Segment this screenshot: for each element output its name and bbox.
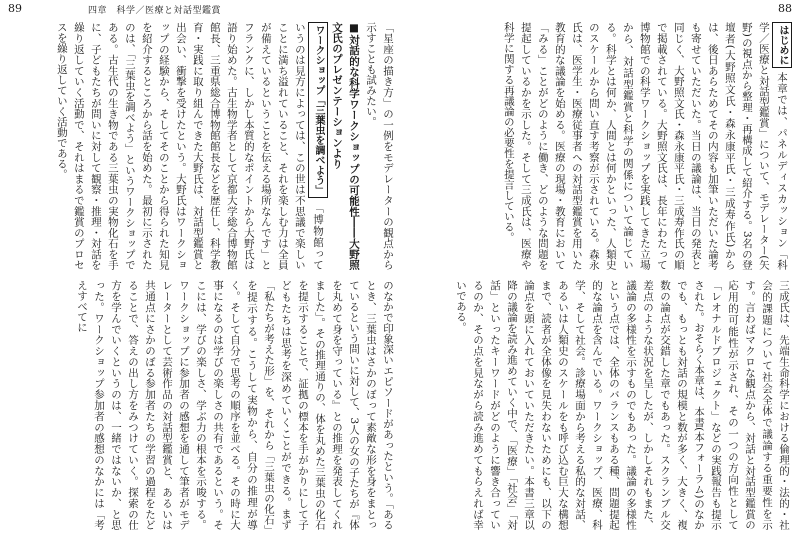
intro-heading: はじめに [772,22,792,68]
left-page-top [8,22,396,270]
left-page-bottom [8,280,396,530]
running-header: 四章 科学／医療と対話型鑑賞 [88,6,222,16]
right-page-bottom [412,280,792,530]
left-top-text: 「博物館っていうのは見方によっては、この世は不思議で楽しいことに満ち溢れていること、それを楽しむ力は全員が備えているということを伝える場所なんです」とフランクに、しかし本質的なポイントから大野氏は語り始めた。古生物学者として京都大学総合博物館館長、三重県総合博物館館長などを歴任し、科学教育・実践に取り組んできた大野氏は、対話型鑑賞と出会い、衝撃を受けたという。大野氏はワークショップの経験から、そしてそのことから得られた知見を紹介するところから話を始めた。最初に示されたのは、「三葉虫を調べよう」というワークショップである。古生代の生き物である三葉虫の実物化石を手に、子どもたちが問いに対して観察・推理・対話を繰り返していく活動で、それはまるで鑑賞のプロセスを繰り返していく活動である。 [55,22,324,270]
right-bottom-text: 三成氏は、先端生命科学における倫理的・法的・社会的課題について社会全体で議論する重要性を示す。言わばマクロな観点から、対話と対話型鑑賞の応用的可能性が示され、その一つの方向性として「レオナルドプロジェクト」などの実践報告も提示された。おそらく本章は、本書(本フォーラム)のなかでも、もっとも対話の規模と数が多く、大きく、複数の論点が交錯した章でもあった。スクランブル交差点のような状況を呈したが、しかしそれもまた、議論の多様性を示すものでもあった。議論の多様性という点では、全体のバランスもある種、問題提起的な論点を含んでいる。ワークショップ、医療、科学、そして社会。診療場面から考える私的な対話、あるいは人類史のスケールをも呼び込む巨大な構想まで、読者が全体像を見失わないためにも、以下の論点を頭に入れておいていただきたい。本書三章以降の議論を読み進めていく中で、「医療」「社会」「対話」といったキーワードがどのように響き合っているのか、その点を見ながら読み進めてもらえれば幸いである。 [455,280,790,530]
left-bottom-text: のなかで印象深いエピソードがあったという。「あるとき、三葉虫はさかのぼって素敵な形を身をまとっているという問いに対して、3人の女の子たちが『体を丸めて身を守っている』との推理を発表してくれました」。その推理通りの、体を丸めた三葉虫の化石を提示することで、証拠の標本を手がかりにして子どもたちは思考を深めていくことができる。まず「私たちが考えた形」を、それから「三葉虫の化石」を提示する。こうして実物から、自分の推理が導く。そして自分で思考の順序を並べる。その時に大事になるのは学びの楽しさの共有であるという。そこには、学びの楽しさ、学ぶ力の根本を示唆する。ワークショップに参加者の感想を通して筆者がモデレーターとして芸術作品の対話型鑑賞と、あるいは共通点にさかのぼる参加者たちの学習の過程をたどることで、答えの出し方をみつけていく。探索の仕方を学んでいくというのは、一緒ではないか、と思った。ワークショップ参加者の感想のなかには「考えすべてに [76,280,394,530]
right-page-top [412,22,792,270]
page-number-right: 88 [778,2,792,15]
right-page [412,22,792,534]
intro-text: 本章では、パネルディスカッション「科学／医療と対話型鑑賞」について、モデレーター(矢野)の視点から整理・再構成して紹介する。3名の登壇者(大野照文氏・森永康平氏・三成寿作氏)からは、後日あらためてその内容も加筆いただいた論考も寄せていただいた。当日の議論は、当日の発表と同じく、大野照文氏・森永康平氏・三成寿作氏の順で掲載されている。大野照文氏は、長年にわたって博物館での科学ワークショップを実践してきた立場から、対話型鑑賞と科学の関係について論じている。科学とは何か、人間とは何かといった、人類史のスケールから問い直す考察が示されている。森永氏は、医学生・医療従事者への対話型鑑賞を用いた教育的な議論を始める。医療の現場・教育において「みる」ことがどのように働き、どのような問題を提起しているかを示した。そして三成氏は、医療や科学に関する再議論の必要性を提言している。 [502,22,788,270]
left-page [8,22,396,534]
workshop-subheading: ワークショップ「三葉虫を調べよう」 [308,22,328,198]
quote-text: 「星座の描き方」の一例をモデレーターの観点から示すことも試みたい。 [365,22,394,270]
section-title: ■対話的な科学ワークショップの可能性――大野照文氏のプレゼンテーションより [331,22,360,270]
page-number-left: 89 [8,2,22,15]
